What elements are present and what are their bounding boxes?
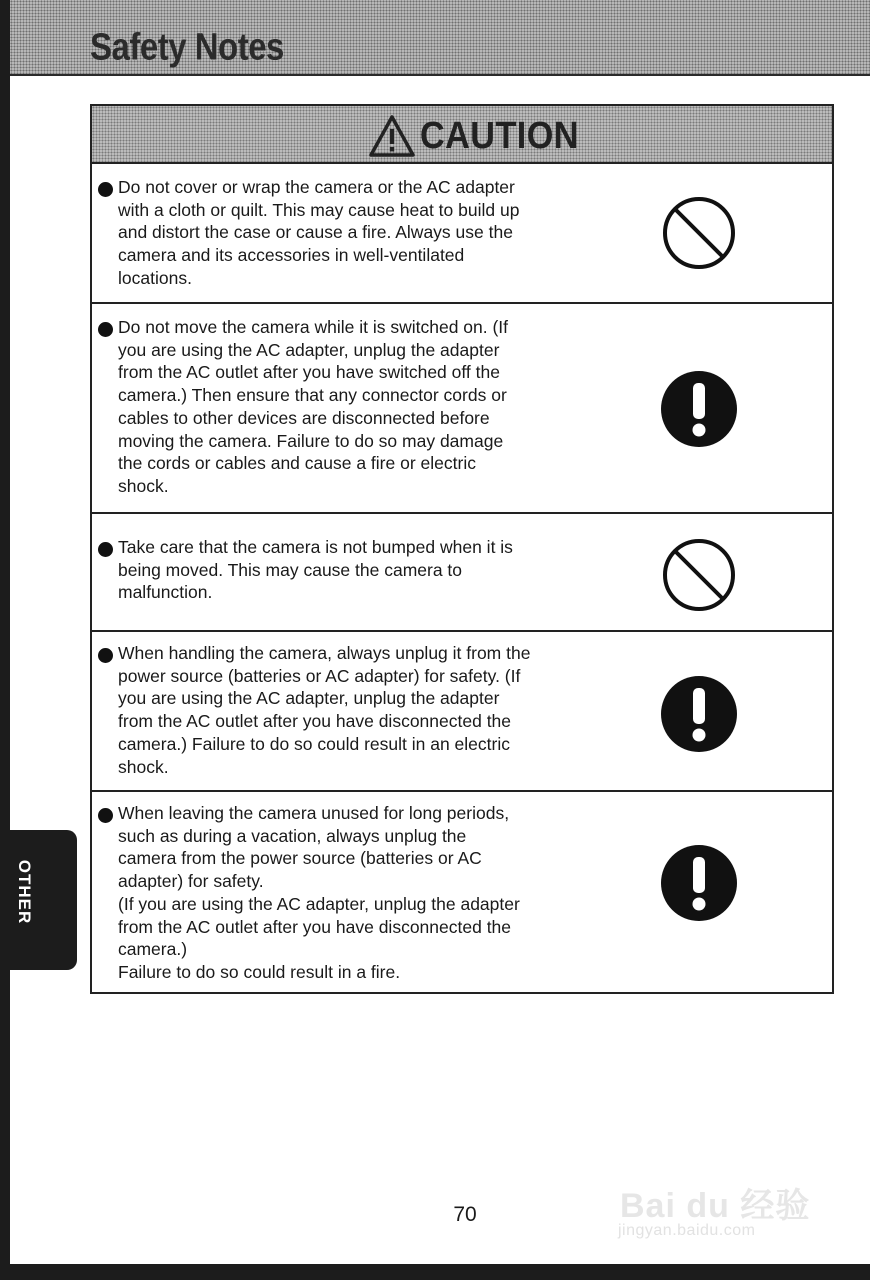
prohibition-icon — [660, 194, 738, 272]
caution-item — [92, 164, 832, 304]
caution-table — [90, 104, 834, 994]
caution-label: CAUTION — [420, 115, 579, 157]
mandatory-exclamation-icon — [660, 675, 738, 753]
bullet-icon — [98, 808, 113, 823]
caution-item-text: Do not cover or wrap the camera or the AC adapter with a cloth or quilt. This may cause heat to build up and distort the case or cause a fire. Always use the camera and its accessories in well-ventilated locations. — [118, 177, 520, 288]
page-number: 70 — [453, 1203, 477, 1226]
warning-triangle-icon — [368, 114, 416, 158]
mandatory-exclamation-icon — [660, 370, 738, 448]
caution-item — [92, 304, 832, 514]
bullet-icon — [98, 322, 113, 337]
watermark-url: jingyan.baidu.com — [618, 1222, 756, 1239]
bullet-icon — [98, 182, 113, 197]
caution-item — [92, 632, 832, 792]
prohibition-icon — [660, 536, 738, 614]
section-tab-label: OTHER — [15, 859, 34, 925]
caution-item-text: When handling the camera, always unplug it from the power source (batteries or AC adapter) for safety. (If you are using the AC adapter, unplug the adapter from the AC outlet after you have disconnected the camera.) Failure to do so could result in an electric shock. — [118, 643, 531, 777]
bullet-icon — [98, 648, 113, 663]
caution-header — [92, 106, 832, 164]
caution-item — [92, 514, 832, 632]
caution-item-text: Take care that the camera is not bumped when it is being moved. This may cause the camera to malfunction. — [118, 537, 513, 603]
bottom-page-edge — [0, 1264, 870, 1280]
caution-item-text: Do not move the camera while it is switched on. (If you are using the AC adapter, unplug the adapter from the AC outlet after you have switched off the camera.) Then ensure that any connector cords or cables to other devices are disconnected before moving the camera. Failure to do so may damage the cords or cables and cause a fire or electric shock. — [118, 317, 509, 496]
watermark-brand: Bai du 经验 — [620, 1187, 811, 1225]
mandatory-exclamation-icon — [660, 844, 738, 922]
caution-item-text: When leaving the camera unused for long periods, such as during a vacation, always unplug the camera from the power source (batteries or AC adapter) for safety. (If you are using the AC adapter, unplug the adapter from the AC outlet after you have disconnected the camera.) Failure to do so could result in a fire. — [118, 803, 520, 982]
left-page-edge — [0, 0, 10, 1280]
caution-item — [92, 792, 832, 992]
section-tab — [0, 830, 77, 970]
bullet-icon — [98, 542, 113, 557]
page-title: Safety Notes — [90, 25, 284, 68]
